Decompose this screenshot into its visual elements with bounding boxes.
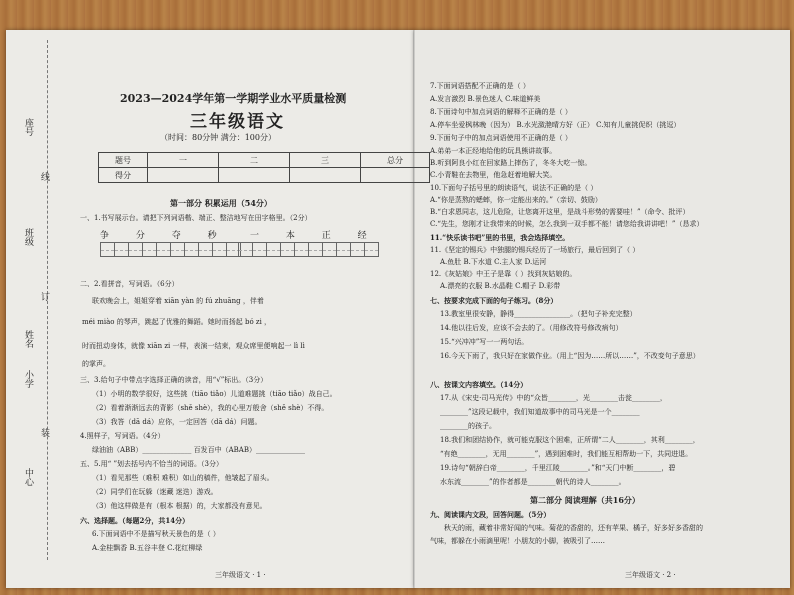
q1-word-2: 一 本 正 经 <box>250 231 379 241</box>
page-fold <box>413 30 415 588</box>
q3-item-2: （2）看着渐渐远去的背影（shě shè），我的心里万般舍（shě shè）不得。 <box>92 404 329 412</box>
score-header-cell: 一 <box>148 153 219 168</box>
score-header-cell: 二 <box>219 153 290 168</box>
score-header-cell: 三 <box>290 153 361 168</box>
score-cell[interactable] <box>361 168 430 183</box>
score-label-cell: 得分 <box>99 168 148 183</box>
score-header-cell: 题号 <box>99 153 148 168</box>
exam-meta: （时间：80分钟 满分：100分） <box>160 133 276 142</box>
q2-line-1: 联欢晚会上，姐姐穿着 xiān yàn 的 fú zhuāng ，伴着 <box>92 297 264 305</box>
score-header-cell: 总分 <box>361 153 430 168</box>
q5-item-2: （2）同学们在玩躲（迷藏 迷迭）游戏。 <box>92 488 218 496</box>
order-label: 订 <box>39 292 49 301</box>
r10-option-b: B.“白求恩同志，这儿危险，让您离开这里，是战斗形势的需要哇！”（命令、批评） <box>430 208 690 216</box>
r18-line-2: “有绝________，无用________”，遇到困难时，我们能互相帮助一下，共同进退。 <box>440 450 693 458</box>
class-label: 班级 <box>23 228 33 246</box>
q5-text: 五、5.用“ ”划去括号内不恰当的词语。（3分） <box>80 460 224 468</box>
passage-line-1: 秋天的雨，藏着非常好闻的气味。菊花的香甜的，还有苹果、橘子，好多好多香甜的 <box>444 524 703 532</box>
r17-line-2: ________”这段记载中，我们知道故事中的司马光是一个________ <box>440 408 640 416</box>
r8-options: A.停车坐爱枫林晚（因为） B.水光潋滟晴方好（正） C.知有儿童挑促织（挑逗） <box>430 121 681 129</box>
center-label: 中心 <box>23 468 33 486</box>
q6-item: 6.下面词语中不是描写秋天景色的是（ ） <box>92 530 220 538</box>
r11-options: A.鱼肚 B.下水道 C.主人家 D.运河 <box>440 258 547 266</box>
r13-text: 13.教室里很安静，静得________________。（把句子补充完整） <box>440 310 637 318</box>
r9-option-c: C.小青鞋在去物里，他急赶着地解大笑。 <box>430 171 557 179</box>
school-label: 小学 <box>23 370 33 388</box>
q2-line-2: méi miào 的琴声，跳起了优雅的舞蹈。她时而扬起 bó zi ， <box>82 318 272 326</box>
q3-item-3: （3）我答（dā dá）应你，一定回答（dā dá）问题。 <box>92 418 262 426</box>
score-cell[interactable] <box>290 168 361 183</box>
r7-text: 7.下面词语搭配不正确的是（ ） <box>430 82 530 90</box>
r9-option-a: A.弟弟一本正经地给他的玩具熊讲故事。 <box>430 147 557 155</box>
r18-line-1: 18.我们和团结协作，就可能克服这个困难，正所谓“二人________，其利________， <box>440 436 700 444</box>
q6-options: A.金桂飘香 B.五谷丰登 C.花红柳绿 <box>92 544 203 552</box>
name-label: 姓名 <box>23 330 33 348</box>
q2-text: 二、2.看拼音，写词语。（6分） <box>80 280 179 288</box>
q1-word-1: 争 分 夺 秒 <box>100 231 229 241</box>
r16-text: 16.今天下雨了，我只好在家做作业。（用上“因为……所以……”，不改变句子意思） <box>440 352 700 360</box>
q5-item-1: （1）看见那些（难积 难积）如山的稿件，他皱起了眉头。 <box>92 474 274 482</box>
score-table <box>98 152 430 183</box>
section7-heading: 七、按要求完成下面的句子练习。（8分） <box>430 296 558 305</box>
passage-line-2: 气味，都躲在小雨滴里呢！小朋友的小脚，被吸引了…… <box>430 537 605 545</box>
q4-text: 4.照样子，写词语。（4分） <box>80 432 165 440</box>
score-cell[interactable] <box>148 168 219 183</box>
q5-item-3: （3）他这样做是有（根本 根据）的，大家都没有意见。 <box>92 502 267 510</box>
r17-line-1: 17.从《宋史·司马光传》中的“众皆________，光________击瓮________， <box>440 394 667 402</box>
r14-text: 14.他以往后发，应该不会去的了。（用修改符号修改病句） <box>440 324 623 332</box>
page-footer-left: 三年级语文 · 1 · <box>215 571 266 579</box>
r10-option-c: C.“先生，您刚才让我带来的时候，怎么我到一双手都不能！请您给我讲讲吧！”（恳求） <box>430 220 704 228</box>
seat-label: 座号 <box>23 118 33 136</box>
r12-question: 12.《灰姑娘》中王子是靠（ ）找到灰姑娘的。 <box>430 270 577 278</box>
section8-heading: 八、按课文内容填空。（14分） <box>430 380 528 389</box>
writing-grid-1[interactable] <box>100 242 240 257</box>
writing-grid-2[interactable] <box>238 242 378 257</box>
r10-option-a: A.“你是蒸熬的蟋蟀，你一定能出来的。”（亲切、鼓励） <box>430 196 602 204</box>
exam-title: 2023—2024学年第一学期学业水平质量检测 <box>120 92 347 105</box>
r15-text: 15.“兴冲冲”写一一两句话。 <box>440 338 529 346</box>
q1-text: 一、1.书写展示台。请把下列词语楷、端正、整洁地写在田字格里。（2分） <box>80 214 312 222</box>
r7-options: A.发言激烈 B.景色迷人 C.味道鲜美 <box>430 95 541 103</box>
r11-question: 11.《坚定的锡兵》中独腿的锡兵经历了一场旅行，最后回到了（ ） <box>430 246 640 254</box>
bind-label: 装 <box>39 428 49 437</box>
r9-option-b: B.听到阿良小红在回家路上摔伤了，冬冬大吃一惊。 <box>430 159 592 167</box>
q2-line-4: 的掌声。 <box>82 360 110 368</box>
page-footer-right: 三年级语文 · 2 · <box>625 571 676 579</box>
r12-options: A.漂亮的衣服 B.水晶鞋 C.帽子 D.彩带 <box>440 282 561 290</box>
r11-heading: 11.“快乐读书吧”里的书里，我会选择填空。 <box>430 233 570 242</box>
r10-text: 10.下面句子括号里的朗读语气，说法不正确的是（ ） <box>430 184 598 192</box>
q4-line: 绿油油（ABB）______________ 百发百中（ABAB）______________ <box>92 446 305 454</box>
score-cell[interactable] <box>219 168 290 183</box>
subject-title: 三年级语文 <box>190 112 285 132</box>
r8-text: 8.下面诗句中加点词语的解释不正确的是（ ） <box>430 108 572 116</box>
q3-text: 三、3.给句子中带点字选择正确的读音，用“√”标出。（3分） <box>80 376 268 384</box>
line-label: 线 <box>39 172 49 181</box>
part1-heading: 第一部分 积累运用（54分） <box>170 198 272 208</box>
r17-line-3: ________的孩子。 <box>440 422 496 430</box>
section9-heading: 九、阅读课内文段，回答问题。（5分） <box>430 510 551 519</box>
part2-heading: 第二部分 阅读理解（共16分） <box>530 495 640 505</box>
q3-item-1: （1）小明的数学很好，这些挑（tiāo tiǎo）儿道难题挑（tiāo tiǎo）战自己。 <box>92 390 337 398</box>
q6-heading: 六、选择题。（每题2分，共14分） <box>80 516 190 525</box>
q2-line-3: 时而扭动身体，就像 xiān zi 一样，表演一结束，观众席里便响起一 lì lì <box>82 342 305 350</box>
r19-line-1: 19.诗句“朝辞白帝________，千里江陵________。”和“天门中断________，碧 <box>440 464 676 472</box>
r9-text: 9.下面句子中的加点词语使用不正确的是（ ） <box>430 134 572 142</box>
r19-line-2: 水东流________”的作者都是________朝代的诗人________。 <box>440 478 626 486</box>
